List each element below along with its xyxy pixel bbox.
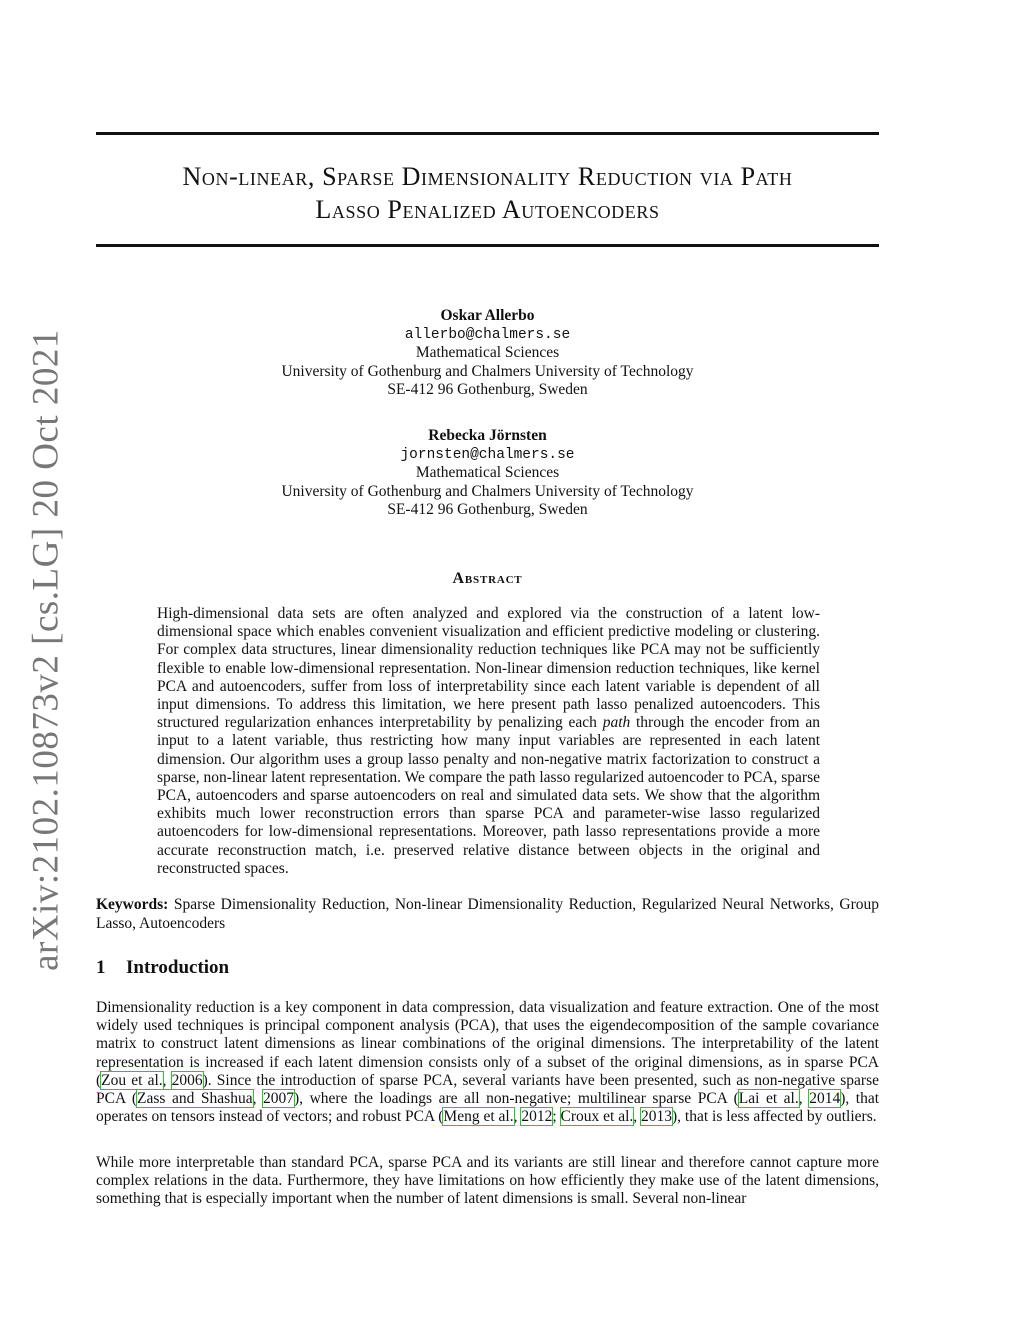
section-heading-introduction [96,957,229,979]
author-email[interactable]: allerbo@chalmers.se [404,326,571,343]
intro-text: ; [552,1108,561,1126]
citation-link[interactable]: Lai et al. [738,1090,799,1108]
author-name: Oskar Allerbo [440,307,535,324]
section-number: 1 [96,957,106,978]
author-name: Rebecka Jörnsten [428,427,547,444]
author-email[interactable]: jornsten@chalmers.se [400,446,575,463]
author-address: SE-412 96 Gothenburg, Sweden [387,381,588,398]
keywords-text: Sparse Dimensionality Reduction, Non-linear Dimensionality Reduction, Regularized Neural Networks, Group Lasso, Autoencoders [96,896,879,932]
intro-text: , [513,1108,522,1126]
intro-text: ), where the loadings are all non-negative; multilinear sparse PCA ( [294,1090,739,1108]
citation-link[interactable]: Croux et al. [560,1108,634,1126]
abstract-text [157,605,820,878]
keywords [96,896,879,933]
paper-title [96,160,879,226]
author-department: Mathematical Sciences [415,344,560,361]
citation-link[interactable]: 2014 [809,1090,841,1108]
citation-link[interactable]: Meng et al. [443,1108,514,1126]
citation-link[interactable]: 2006 [171,1071,203,1089]
title-rule-bottom [96,244,879,247]
citation-link[interactable]: 2012 [521,1108,553,1126]
intro-text: , [252,1090,264,1108]
author-affiliation: University of Gothenburg and Chalmers University of Technology [281,362,694,380]
intro-text: Dimensionality reduction is a key component in data compression, data visualization and feature extraction. One of the most widely used techniques is principal component analysis (PCA), that uses the eigendecomposition of the sample covariance matrix to construct latent dimensions as linear combinations of the original dimensions. The interpretability of the latent representation is increased if each latent dimension consists only of a subset of the original dimensions, as in sparse PCA ( [96,999,879,1089]
author-affiliation: University of Gothenburg and Chalmers University of Technology [281,482,694,500]
author-block-1 [96,307,879,400]
section-title: Introduction [126,957,230,978]
intro-text: ), that is less affected by outliers. [672,1108,877,1126]
citation-link[interactable]: Zou et al. [101,1071,163,1089]
keywords-label: Keywords: [96,896,169,913]
abstract-emphasis: path [602,714,631,732]
title-rule-top [96,132,879,135]
intro-text: , [162,1071,172,1089]
arxiv-stamp [0,0,80,1325]
intro-text: ). Since the introduction of sparse PCA, several variants have been presented, such as non-negative sparse PCA ( [96,1071,880,1108]
intro-text: , [798,1090,810,1108]
intro-paragraph-2: While more interpretable than standard PCA, sparse PCA and its variants are still linear and therefore cannot capture more complex relations in the data. Furthermore, they have limitations on how efficiently they make use of the latent dimensions, something that is especially important when the number of latent dimensions is small. Several non-linear [96,1154,879,1208]
author-department: Mathematical Sciences [415,464,560,481]
author-block-2 [96,427,879,520]
citation-link[interactable]: 2013 [641,1108,673,1126]
citation-link[interactable]: 2007 [263,1090,295,1108]
intro-text: , [633,1108,642,1126]
abstract-part-2: through the encoder from an input to a latent variable, thus restricting how many input variables are represented in each latent dimension. Our algorithm uses a group lasso penalty and non-negative matrix factorization to construct a sparse, non-linear latent representation. We compare the path lasso regularized autoencoder to PCA, sparse PCA, autoencoders and sparse autoencoders on real and simulated data sets. We show that the algorithm exhibits much lower reconstruction errors than sparse PCA and parameter-wise lasso regularized autoencoders for low-dimensional representations. Moreover, path lasso representations provide a more accurate reconstruction match, i.e. preserved relative distance between objects in the original and reconstructed spaces. [157,714,821,877]
arxiv-stamp-text: arXiv:2102.10873v2 [cs.LG] 20 Oct 2021 [25,329,67,971]
abstract-part-1: High-dimensional data sets are often analyzed and explored via the construction of a latent low-dimensional space which enables convenient visualization and efficient predictive modeling or clustering. For complex data structures, linear dimensionality reduction techniques like PCA may not be sufficiently flexible to enable low-dimensional representation. Non-linear dimension reduction techniques, like kernel PCA and autoencoders, suffer from loss of interpretability since each latent variable is dependent of all input dimensions. To address this limitation, we here present path lasso penalized autoencoders. This structured regularization enhances interpretability by penalizing each [157,605,820,732]
title-line-1: Non-linear, Sparse Dimensionality Reduction via Path [182,162,793,191]
citation-link[interactable]: Zass and Shashua [137,1090,253,1108]
abstract-heading: Abstract [452,570,523,587]
title-line-2: Lasso Penalized Autoencoders [315,195,660,224]
intro-text: ), that operates on tensors instead of vectors; and robust PCA ( [96,1090,880,1126]
intro-paragraph-1 [96,999,879,1126]
author-address: SE-412 96 Gothenburg, Sweden [387,501,588,518]
